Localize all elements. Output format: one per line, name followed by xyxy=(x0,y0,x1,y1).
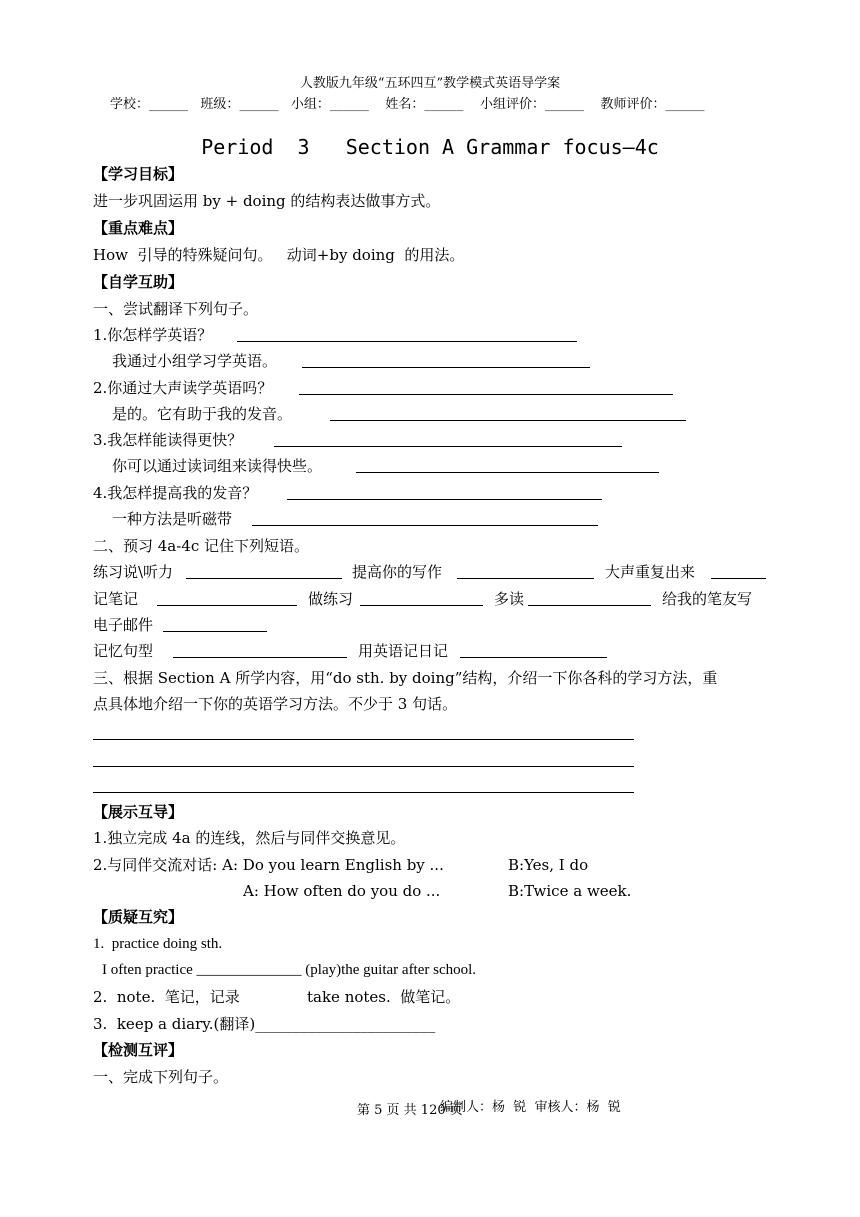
q2-text: 2.你通过大声读学英语吗？ xyxy=(93,379,273,397)
presentation-line3-answer: B:Twice a week. xyxy=(508,882,632,900)
q4-text: 4.我怎样提高我的发音？ xyxy=(93,484,258,502)
part3-instruction-line2: 点具体地介绍一下你的英语学习方法。不少于 3 句话。 xyxy=(93,695,458,713)
heading-self-study: 【自学互助】 xyxy=(93,273,184,291)
heading-assessment: 【检测互评】 xyxy=(93,1041,184,1059)
heading-key-points: 【重点难点】 xyxy=(93,219,184,237)
heading-presentation: 【展示互导】 xyxy=(93,803,184,821)
writing-line-3[interactable] xyxy=(93,792,634,793)
q1a-answer-line[interactable] xyxy=(302,353,590,368)
phrase-keep-diary-line[interactable] xyxy=(460,643,607,658)
q2a-answer-line[interactable] xyxy=(330,406,686,421)
q3-text: 3.我怎样能读得更快？ xyxy=(93,431,243,449)
assessment-text: 一、完成下列句子。 xyxy=(93,1068,229,1086)
q4a-text: 一种方法是听磁带 xyxy=(112,510,233,528)
q2-answer-line[interactable] xyxy=(299,380,673,395)
q3-answer-line[interactable] xyxy=(274,432,622,447)
group-label: 小组： xyxy=(290,97,330,112)
page-number: 第 5 页 共 120 页 xyxy=(357,1103,463,1118)
phrase-do-exercises: 做练习 xyxy=(308,590,354,608)
phrase-repeat-aloud: 大声重复出来 xyxy=(605,563,696,581)
q2a-text: 是的。它有助于我的发音。 xyxy=(112,405,293,423)
document-title: Period 3 Section A Grammar focus—4c xyxy=(201,135,659,159)
heading-objectives: 【学习目标】 xyxy=(93,165,184,183)
part2-instruction: 二、预习 4a-4c 记住下列短语。 xyxy=(93,537,310,555)
group-eval-label: 小组评价： xyxy=(479,97,545,112)
phrase-practice-speaking: 练习说\听力 xyxy=(93,563,174,581)
presentation-line1: 1.独立完成 4a 的连线，然后与同伴交换意见。 xyxy=(93,829,406,847)
presentation-line2: 2.与同伴交流对话: A: Do you learn English by ... xyxy=(93,856,444,874)
phrase-write-pen-pal: 给我的笔友写 xyxy=(662,590,753,608)
group-eval-blank: ______ xyxy=(544,97,584,112)
phrase-improve-writing-line[interactable] xyxy=(457,564,594,579)
phrase-email: 电子邮件 xyxy=(93,616,154,634)
class-blank: ______ xyxy=(239,97,279,112)
credits: 编制人：杨 锐 审核人：杨 锐 xyxy=(440,1100,621,1115)
presentation-line2-answer: B:Yes, I do xyxy=(508,856,589,874)
inquiry-line4: 3. keep a diary.(翻译)________________________ xyxy=(93,1015,436,1033)
phrase-memorize-patterns: 记忆句型 xyxy=(93,642,154,660)
objectives-text: 进一步巩固运用 by + doing 的结构表达做事方式。 xyxy=(93,192,441,210)
phrase-memorize-patterns-line[interactable] xyxy=(173,643,347,658)
heading-inquiry: 【质疑互究】 xyxy=(93,908,184,926)
inquiry-line3-right: take notes. 做笔记。 xyxy=(307,988,461,1006)
part3-instruction-line1: 三、根据 Section A 所学内容，用“do sth. by doing”结构，介绍一下你各科的学习方法，重 xyxy=(93,669,718,687)
writing-line-2[interactable] xyxy=(93,766,634,767)
school-blank: ______ xyxy=(149,97,189,112)
phrase-repeat-aloud-line[interactable] xyxy=(711,564,766,579)
phrase-take-notes: 记笔记 xyxy=(93,590,139,608)
part1-instruction: 一、尝试翻译下列句子。 xyxy=(93,300,259,318)
phrase-do-exercises-line[interactable] xyxy=(360,591,483,606)
phrase-take-notes-line[interactable] xyxy=(157,591,297,606)
header-title: 人教版九年级“五环四互”教学模式英语导学案 xyxy=(299,76,561,91)
inquiry-line2: I often practice ______________ (play)the guitar after school. xyxy=(102,962,477,978)
q3a-text: 你可以通过读词组来读得快些。 xyxy=(112,457,323,475)
q4a-answer-line[interactable] xyxy=(252,511,598,526)
q4-answer-line[interactable] xyxy=(287,485,602,500)
inquiry-line1: 1. practice doing sth. xyxy=(93,936,223,952)
q3a-answer-line[interactable] xyxy=(356,458,659,473)
q1a-text: 我通过小组学习学英语。 xyxy=(112,352,278,370)
class-label: 班级： xyxy=(200,97,240,112)
name-blank: ______ xyxy=(424,97,464,112)
teacher-eval-label: 教师评价： xyxy=(600,97,666,112)
inquiry-line3: 2. note. 笔记，记录 xyxy=(93,988,240,1006)
phrase-practice-speaking-line[interactable] xyxy=(186,564,342,579)
presentation-line3: A: How often do you do ... xyxy=(243,882,441,900)
header-fields xyxy=(110,95,705,115)
q1-text: 1.你怎样学英语？ xyxy=(93,326,213,344)
phrase-read-more-line[interactable] xyxy=(528,591,651,606)
phrase-email-line[interactable] xyxy=(163,617,267,632)
q1-answer-line[interactable] xyxy=(237,327,577,342)
key-points-text: How 引导的特殊疑问句。 动词+by doing 的用法。 xyxy=(93,246,465,264)
group-blank: ______ xyxy=(329,97,369,112)
name-label: 姓名： xyxy=(385,97,425,112)
school-label: 学校： xyxy=(110,97,150,112)
teacher-eval-blank: ______ xyxy=(665,97,705,112)
writing-line-1[interactable] xyxy=(93,739,634,740)
phrase-keep-diary: 用英语记日记 xyxy=(358,642,449,660)
phrase-improve-writing: 提高你的写作 xyxy=(352,563,443,581)
phrase-read-more: 多读 xyxy=(494,590,525,608)
